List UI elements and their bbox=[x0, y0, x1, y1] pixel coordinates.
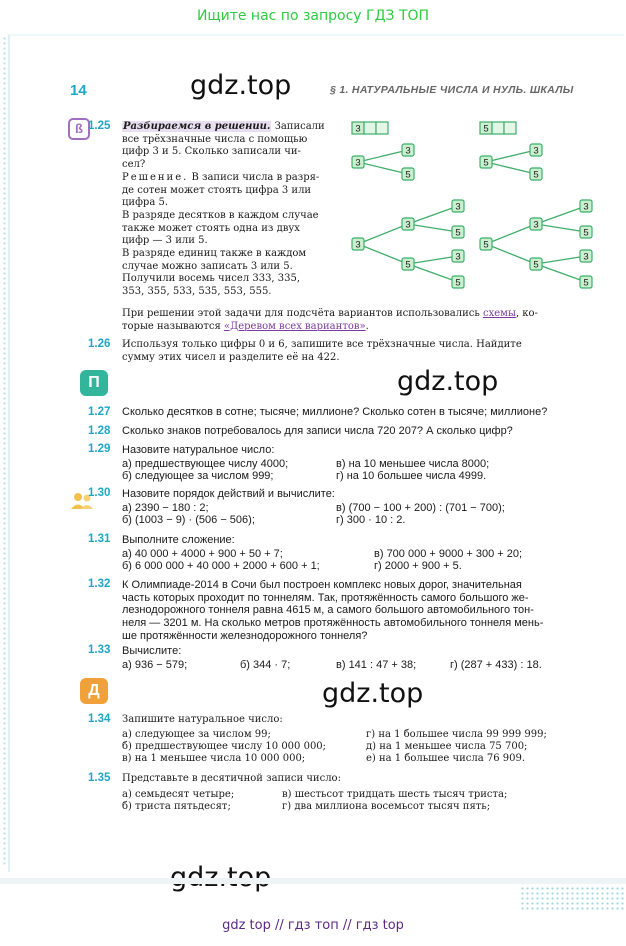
tree-branch bbox=[536, 224, 586, 232]
tree-branch bbox=[408, 224, 458, 232]
option: а) семьдесят четыре; bbox=[122, 789, 235, 800]
problem-1-35-text: Представьте в десятичной записи число: bbox=[122, 773, 341, 784]
text-line: сел? bbox=[122, 159, 146, 171]
problem-1-31-text: Выполните сложение: bbox=[122, 534, 235, 546]
text-line: цифра 5. bbox=[122, 197, 169, 209]
digit-label: 3 bbox=[533, 145, 539, 157]
tree-branch bbox=[358, 244, 408, 264]
text-line: В разряде единиц также в каждом bbox=[122, 248, 307, 260]
digit-label: 3 bbox=[455, 201, 461, 213]
problem-number: 1.26 bbox=[88, 338, 111, 350]
option: б) триста пятьдесят; bbox=[122, 801, 231, 812]
text-line: 353, 355, 533, 535, 553, 555. bbox=[122, 286, 272, 298]
digit-label: 3 bbox=[405, 219, 411, 231]
digit-label: 5 bbox=[455, 277, 461, 289]
digit-box bbox=[580, 250, 592, 263]
digit-box bbox=[402, 168, 414, 181]
option: а) 2390 − 180 : 2; bbox=[122, 502, 209, 514]
option: в) шестьсот тридцать шесть тысяч триста; bbox=[282, 789, 508, 800]
option: в) 141 : 47 + 38; bbox=[336, 659, 417, 671]
tree-branch bbox=[486, 224, 536, 244]
tree-branch bbox=[358, 224, 408, 244]
problem-1-28-text: Сколько знаков потребовалось для записи числа 720 207? А сколько цифр? bbox=[122, 425, 513, 437]
option: в) на 1 меньшее числа 10 000 000; bbox=[122, 753, 306, 764]
text-line: все трёхзначные числа с помощью bbox=[122, 133, 308, 145]
text-line: торые называются bbox=[122, 320, 224, 332]
option: а) 40 000 + 4000 + 900 + 50 + 7; bbox=[122, 548, 283, 560]
text-line: неля — 3201 м. На сколько метров протяжённость автомобильного тоннеля мень- bbox=[122, 617, 544, 630]
digit-box bbox=[452, 250, 464, 263]
decorative-dots bbox=[520, 886, 624, 912]
option: в) 700 000 + 9000 + 300 + 20; bbox=[374, 548, 523, 560]
option: г) на 10 большее числа 4999. bbox=[336, 470, 487, 482]
problem-number: 1.34 bbox=[88, 713, 111, 725]
tree-branch bbox=[408, 264, 458, 282]
text-line: ше протяжённости железнодорожного тоннеля? bbox=[122, 629, 368, 642]
text-line: де сотен может стоять цифра 3 или bbox=[122, 184, 312, 196]
digit-box bbox=[580, 226, 592, 239]
digit-box bbox=[530, 144, 542, 157]
option: а) следующее за числом 99; bbox=[122, 729, 271, 740]
tree-branch bbox=[358, 162, 408, 174]
tree-branch bbox=[486, 162, 536, 174]
option: б) 6 000 000 + 40 000 + 2000 + 600 + 1; bbox=[122, 560, 320, 572]
footer-links: gdz top // гдз топ // гдз top bbox=[222, 918, 404, 933]
page-number: 14 bbox=[70, 82, 87, 99]
digit-label: 3 bbox=[405, 145, 411, 157]
problem-number: 1.25 bbox=[88, 120, 111, 132]
top-banner: Ищите нас по запросу ГДЗ ТОП bbox=[196, 8, 430, 24]
digit-label: 5 bbox=[533, 169, 539, 181]
digit-label: 3 bbox=[355, 157, 361, 169]
digit-box bbox=[452, 276, 464, 289]
text-line: В разряде десятков в каждом случае bbox=[122, 209, 319, 221]
digit-box bbox=[480, 156, 492, 169]
tree-branch bbox=[358, 150, 408, 162]
option: в) (700 − 100 + 200) : (701 − 700); bbox=[336, 502, 505, 514]
problem-1-34-text: Запишите натуральное число: bbox=[122, 714, 283, 725]
tree-branch bbox=[536, 256, 586, 264]
watermark: gdz.top bbox=[397, 366, 499, 397]
digit-label: 5 bbox=[583, 277, 589, 289]
term-schemes: схемы bbox=[483, 308, 516, 319]
option: б) (1003 − 9) · (506 − 506); bbox=[122, 514, 255, 526]
option: а) 936 − 579; bbox=[122, 659, 188, 671]
digit-label: 5 bbox=[405, 259, 411, 271]
digit-label: 5 bbox=[483, 239, 489, 251]
digit-box bbox=[452, 226, 464, 239]
digit-box bbox=[402, 258, 414, 271]
problem-number: 1.32 bbox=[88, 578, 111, 590]
text-line: Используя только цифры 0 и 6, запишите все трёхзначные числа. Найдите bbox=[122, 339, 522, 350]
option: г) 300 · 10 : 2. bbox=[336, 514, 406, 526]
text-line: лезнодорожного тоннеля равна 4615 м, а самого большого автомобильного тон- bbox=[122, 604, 534, 617]
digit-box bbox=[480, 238, 492, 251]
digit-label: 3 bbox=[455, 251, 461, 263]
problem-number: 1.35 bbox=[88, 772, 111, 784]
practice-badge: П bbox=[80, 370, 108, 396]
digit-box bbox=[352, 156, 364, 169]
problem-number: 1.29 bbox=[88, 443, 111, 455]
digit-label: 3 bbox=[583, 201, 589, 213]
problem-1-33-text: Вычислите: bbox=[122, 645, 182, 657]
digit-box bbox=[402, 144, 414, 157]
tree-branch bbox=[486, 244, 536, 264]
page-bottom-strip bbox=[0, 878, 626, 884]
digit-box bbox=[530, 258, 542, 271]
text-line: также может стоять одна из двух bbox=[122, 222, 300, 234]
digit-slots bbox=[480, 122, 516, 135]
option: г) на 1 большее числа 99 999 999; bbox=[366, 729, 547, 740]
text-line: случае можно записать 3 или 5. bbox=[122, 260, 293, 272]
text-line: К Олимпиаде-2014 в Сочи был построен комплекс новых дорог, значительная bbox=[122, 579, 522, 591]
tree-branch bbox=[408, 256, 458, 264]
book-icon: ß bbox=[68, 118, 90, 140]
term-tree-of-variants: «Деревом всех вариантов» bbox=[223, 320, 366, 332]
problem-1-32-text bbox=[122, 579, 543, 643]
problem-number: 1.33 bbox=[88, 644, 111, 656]
tree-of-variants-diagram bbox=[340, 114, 600, 300]
digit-label: 5 bbox=[455, 227, 461, 239]
problem-1-30-text: Назовите порядок действий и вычислите: bbox=[122, 488, 335, 500]
digit-label: 5 bbox=[583, 227, 589, 239]
option: д) на 1 меньшее числа 75 700; bbox=[366, 741, 528, 752]
digit-label: 5 bbox=[483, 123, 489, 135]
digit-box bbox=[402, 218, 414, 231]
option: а) предшествующее числу 4000; bbox=[122, 458, 289, 470]
problem-number: 1.28 bbox=[88, 425, 111, 437]
homework-badge: Д bbox=[80, 678, 108, 704]
tree-branch bbox=[536, 206, 586, 224]
problem-1-29-text: Назовите натуральное число: bbox=[122, 444, 275, 456]
problem-number: 1.31 bbox=[88, 533, 111, 545]
problem-1-25-text bbox=[122, 121, 325, 299]
solution-label: Решение. bbox=[122, 171, 189, 183]
tree-branch bbox=[536, 264, 586, 282]
text-line: Записали bbox=[271, 121, 325, 132]
digit-label: 3 bbox=[583, 251, 589, 263]
option: г) 2000 + 900 + 5. bbox=[374, 560, 462, 572]
digit-label: 5 bbox=[533, 259, 539, 271]
section-header: § 1. НАТУРАЛЬНЫЕ ЧИСЛА И НУЛЬ. ШКАЛЫ bbox=[330, 84, 574, 96]
text-line: Получили восемь чисел 333, 335, bbox=[122, 273, 301, 285]
text-line: При решении этой задачи для подсчёта вариантов использовались bbox=[122, 308, 484, 319]
option: е) на 1 большее числа 76 909. bbox=[366, 753, 526, 764]
problem-emphasis: Разбираемся в решении. bbox=[123, 121, 271, 132]
problem-number: 1.27 bbox=[88, 406, 111, 418]
text-line: , ко- bbox=[515, 308, 538, 319]
digit-box bbox=[580, 276, 592, 289]
option: б) следующее за числом 999; bbox=[122, 470, 274, 482]
digit-box bbox=[580, 200, 592, 213]
option: б) предшествующее числу 10 000 000; bbox=[122, 741, 327, 752]
text-line: часть которых проходит по тоннелям. Так, протяжённость самого большого же- bbox=[122, 591, 529, 604]
problem-1-27-text: Сколько десятков в сотне; тысяче; миллионе? Сколько сотен в тысяче; миллионе? bbox=[122, 406, 548, 418]
text-line: . bbox=[365, 320, 369, 332]
option: г) (287 + 433) : 18. bbox=[450, 659, 542, 671]
digit-label: 3 bbox=[355, 123, 361, 135]
problem-1-26-text bbox=[122, 339, 522, 364]
tree-branch bbox=[408, 206, 458, 224]
watermark: gdz.top bbox=[190, 70, 292, 101]
watermark: gdz.top bbox=[322, 678, 424, 709]
digit-label: 5 bbox=[405, 169, 411, 181]
option: г) два миллиона восемьсот тысяч пять; bbox=[282, 801, 491, 812]
text-line: цифр — 3 или 5. bbox=[122, 235, 208, 247]
problem-1-25-conclusion bbox=[122, 308, 538, 333]
problem-number: 1.30 bbox=[88, 487, 111, 499]
digit-box bbox=[352, 238, 364, 251]
digit-label: 3 bbox=[355, 239, 361, 251]
tree-branch bbox=[486, 150, 536, 162]
text-line: В записи числа в разря- bbox=[188, 171, 320, 183]
digit-label: 5 bbox=[483, 157, 489, 169]
digit-slots bbox=[352, 122, 388, 135]
text-line: цифр 3 и 5. Сколько записали чи- bbox=[122, 146, 301, 158]
digit-box bbox=[452, 200, 464, 213]
digit-box bbox=[530, 218, 542, 231]
option: б) 344 · 7; bbox=[240, 659, 291, 671]
digit-label: 3 bbox=[533, 219, 539, 231]
option: в) на 10 меньшее числа 8000; bbox=[336, 458, 490, 470]
digit-box bbox=[530, 168, 542, 181]
text-line: сумму этих чисел и разделите её на 422. bbox=[122, 351, 340, 363]
